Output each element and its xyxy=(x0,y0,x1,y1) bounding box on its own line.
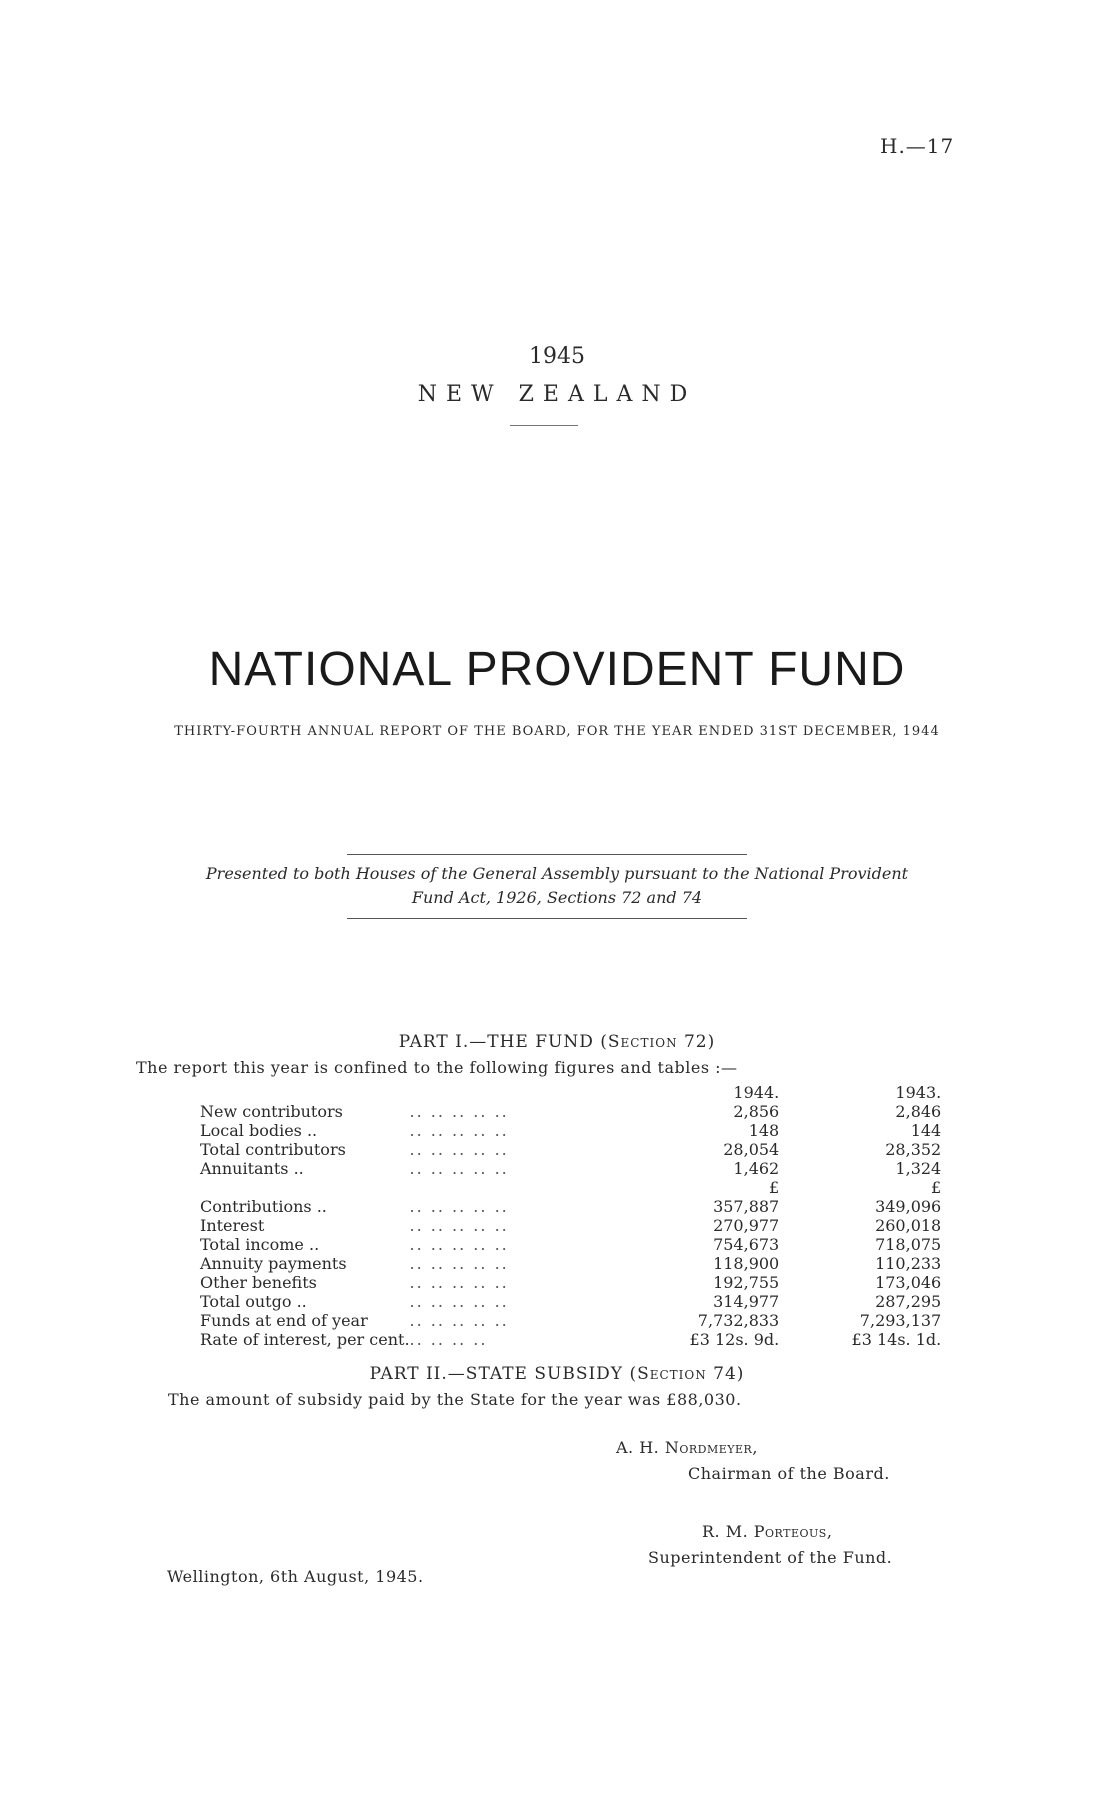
dot-leader: .. .. .. .. .. xyxy=(409,1254,509,1273)
row-label: New contributors xyxy=(200,1102,343,1121)
row-label: Total income .. xyxy=(200,1235,320,1254)
part-two-title: PART II.—STATE SUBSIDY xyxy=(369,1364,624,1384)
row-label: Annuitants .. xyxy=(200,1159,304,1178)
country-heading: NEW ZEALAND xyxy=(417,382,697,407)
dot-leader: .. .. .. .. .. xyxy=(409,1159,509,1178)
dot-leader: .. .. .. .. .. xyxy=(409,1140,509,1159)
value-1943: 173,046 xyxy=(875,1273,942,1292)
table-row xyxy=(200,1216,941,1235)
table-row xyxy=(200,1178,941,1197)
value-1944: 270,977 xyxy=(713,1216,780,1235)
value-1944: 7,732,833 xyxy=(697,1311,780,1330)
row-label: Rate of interest, per cent. xyxy=(200,1330,410,1349)
part-two-section: (Section 74) xyxy=(629,1364,745,1384)
report-year: 1945 xyxy=(529,344,585,369)
dot-leader: .. .. .. .. .. xyxy=(409,1235,509,1254)
table-header-row xyxy=(200,1083,941,1102)
value-1944: 28,054 xyxy=(723,1140,780,1159)
fund-table xyxy=(200,1083,941,1349)
value-1944: 314,977 xyxy=(713,1292,780,1311)
value-1943: 7,293,137 xyxy=(859,1311,942,1330)
dot-leader: .. .. .. .. .. xyxy=(409,1292,509,1311)
value-1944: 118,900 xyxy=(713,1254,780,1273)
column-header-1943: 1943. xyxy=(895,1083,942,1102)
presented-note: Presented to both Houses of the General Assembly pursuant to the National Provident Fund Act, 1926, Sections 72 and 74 xyxy=(205,864,909,907)
page-reference: H.—17 xyxy=(880,134,955,158)
intro-text: The report this year is confined to the following figures and tables :— xyxy=(136,1058,738,1077)
dot-leader: .. .. .. .. .. xyxy=(409,1121,509,1140)
row-label: Contributions .. xyxy=(200,1197,327,1216)
value-1943: 28,352 xyxy=(885,1140,942,1159)
row-label: Total contributors xyxy=(200,1140,346,1159)
value-1944: 357,887 xyxy=(713,1197,780,1216)
value-1943: 2,846 xyxy=(895,1102,942,1121)
document-title: NATIONAL PROVIDENT FUND xyxy=(208,643,906,696)
dot-leader xyxy=(410,1178,690,1197)
chairman-title: Chairman of the Board. xyxy=(688,1464,890,1483)
value-1943: 1,324 xyxy=(895,1159,942,1178)
row-label: Local bodies .. xyxy=(200,1121,318,1140)
table-row xyxy=(200,1235,941,1254)
table-row xyxy=(200,1197,941,1216)
dot-leader: .. .. .. .. .. xyxy=(409,1102,509,1121)
table-row xyxy=(200,1159,941,1178)
part-one-section: (Section 72) xyxy=(600,1032,716,1052)
row-label: Interest xyxy=(200,1216,265,1235)
value-1943: 718,075 xyxy=(875,1235,942,1254)
value-1943: 287,295 xyxy=(875,1292,942,1311)
value-1943: £3 14s. 1d. xyxy=(851,1330,942,1349)
chairman-name: A. H. Nordmeyer, xyxy=(616,1438,758,1457)
table-row xyxy=(200,1330,941,1349)
value-1944: 148 xyxy=(748,1121,780,1140)
currency-symbol-1943: £ xyxy=(931,1178,942,1197)
row-label: Funds at end of year xyxy=(200,1311,368,1330)
part-two-heading xyxy=(0,1364,1114,1384)
dot-leader: .. .. .. .. .. xyxy=(409,1216,509,1235)
dot-leader: .. .. .. .. .. xyxy=(409,1273,509,1292)
divider-top xyxy=(347,854,747,855)
part-one-heading xyxy=(0,1032,1114,1052)
currency-symbol-1944: £ xyxy=(769,1178,780,1197)
dot-leader: .. .. .. .. .. xyxy=(409,1197,509,1216)
value-1943: 260,018 xyxy=(875,1216,942,1235)
value-1944: 1,462 xyxy=(733,1159,780,1178)
row-label: Total outgo .. xyxy=(200,1292,307,1311)
table-row xyxy=(200,1254,941,1273)
divider-short xyxy=(510,425,578,426)
value-1944: 2,856 xyxy=(733,1102,780,1121)
table-row xyxy=(200,1102,941,1121)
divider-bottom xyxy=(347,918,747,919)
value-1943: 110,233 xyxy=(875,1254,942,1273)
value-1944: 192,755 xyxy=(713,1273,780,1292)
column-header-1944: 1944. xyxy=(733,1083,780,1102)
row-label xyxy=(200,1178,410,1197)
table-row xyxy=(200,1121,941,1140)
value-1943: 349,096 xyxy=(875,1197,942,1216)
place-and-date: Wellington, 6th August, 1945. xyxy=(167,1567,424,1586)
superintendent-title: Superintendent of the Fund. xyxy=(648,1548,893,1567)
table-row xyxy=(200,1140,941,1159)
dot-leader: .. .. .. .. xyxy=(409,1330,488,1349)
superintendent-name: R. M. Porteous, xyxy=(702,1522,833,1541)
value-1944: 754,673 xyxy=(713,1235,780,1254)
dot-leader: .. .. .. .. .. xyxy=(409,1311,509,1330)
row-label: Other benefits xyxy=(200,1273,317,1292)
value-1943: 144 xyxy=(910,1121,942,1140)
subsidy-text: The amount of subsidy paid by the State for the year was £88,030. xyxy=(168,1390,742,1409)
table-row xyxy=(200,1311,941,1330)
table-row xyxy=(200,1273,941,1292)
table-row xyxy=(200,1292,941,1311)
document-subtitle: THIRTY-FOURTH ANNUAL REPORT OF THE BOARD, FOR THE YEAR ENDED 31ST DECEMBER, 1944 xyxy=(174,724,940,739)
part-one-title: PART I.—THE FUND xyxy=(398,1032,594,1052)
row-label: Annuity payments xyxy=(200,1254,347,1273)
value-1944: £3 12s. 9d. xyxy=(689,1330,780,1349)
